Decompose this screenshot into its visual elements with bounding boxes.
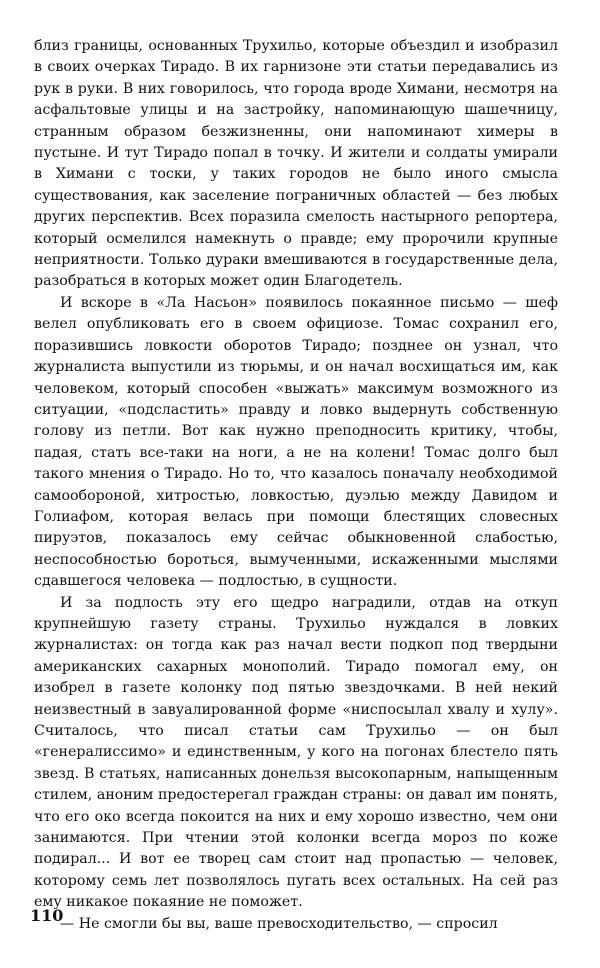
paragraph-2: И вскоре в «Ла Насьон» появилось покаянное письмо — шеф велел опубликовать его в своем официозе. Томас сохранил его, поразившись ловкости оборотов Тирадо; позднее он узнал, что журналиста выпустили из тюрьмы, и он начал восхищаться им, как человеком, который способен «выжать» максимум возможного из ситуации, «подсластить» правду и ловко выдернуть собственную голову из петли. Вот как нужно преподносить критику, чтобы, падая, стать все-таки на ноги, а не на колени! Томас долго был такого мнения о Тирадо. Но то, что казалось поначалу необходимой самообороной, хитростью, ловкостью, дуэлью между Давидом и Голиафом, которая велась при помощи блестящих словесных пируэтов, показалось ему сейчас обыкновенной слабостью, неспособностью бороться, вымученными, искаженными мыслями сдавшегося человека — подлостью, в сущности. — [34, 294, 558, 590]
page-body — [34, 36, 558, 935]
paragraph-4: — Не смогли бы вы, ваше превосходительство, — спросил — [60, 915, 498, 932]
page-number: 110 — [30, 906, 64, 925]
paragraph-3: И за подлость эту его щедро наградили, отдав на откуп крупнейшую газету страны. Трухильо нуждался в ловких журналистах: он тогда как раз начал вести подкоп под твердыни американских сахарных монополий. Тирадо помогал ему, он изобрел в газете колонку под пятью звездочками. В ней некий неизвестный в завуалированной форме «ниспосылал хвалу и хулу». Считалось, что писал статьи сам Трухильо — он был «генералиссимо» и единственным, у кого на погонах блестело пять звезд. В статьях, написанных донельзя высокопарным, напыщенным стилем, аноним предостерегал граждан страны: он давал им понять, что его око всегда покоится на них и ему хорошо известно, чем они занимаются. При чтении этой колонки всегда мороз по коже подирал... И вот ее творец сам стоит над пропастью — человек, которому семь лет позволялось пугать всех остальных. На сей раз ему никакое покаяние не поможет. — [34, 594, 558, 911]
paragraph-1: близ границы, основанных Трухильо, которые объездил и изобразил в своих очерках Тирадо. В их гарнизоне эти статьи передавались из рук в руки. В них говорилось, что города вроде Химани, несмотря на асфальтовые улицы и на застройку, напоминающую шашечницу, странным образом безжизненны, они напоминают химеры в пустыне. И тут Тирадо попал в точку. И жители и солдаты умирали в Химани с тоски, у таких городов не было иного смысла существования, как заселение пограничных областей — без любых других перспектив. Всех поразила смелость настырного репортера, который осмелился намекнуть о правде; ему пророчили крупные неприятности. Только дураки вмешиваются в государственные дела, разобраться в которых может один Благодетель. — [34, 38, 558, 290]
